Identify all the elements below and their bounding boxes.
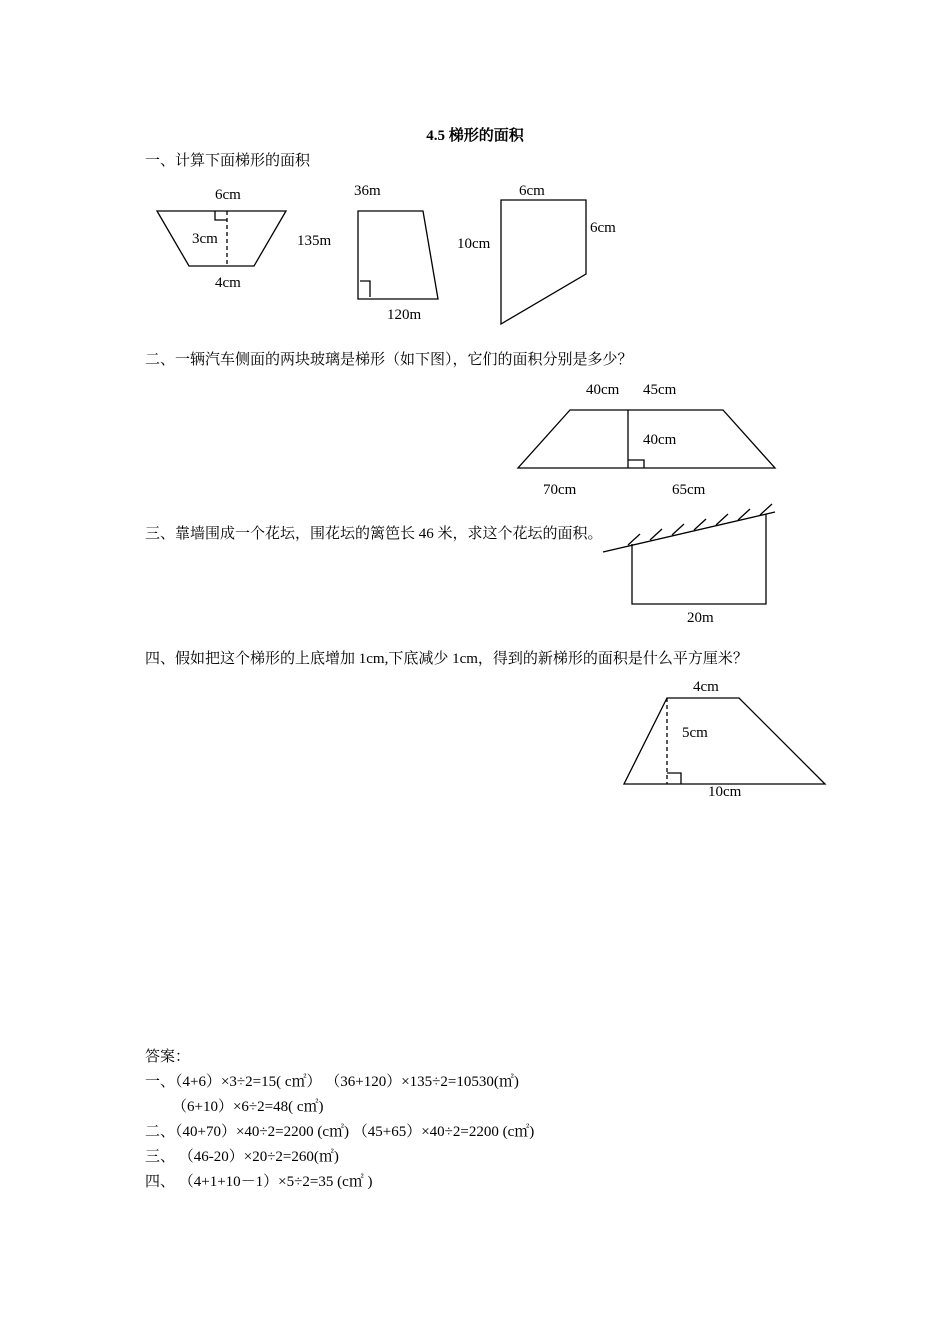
fig1c-top-label: 6cm [519,183,545,199]
trapezoid-1c-outline [501,200,586,324]
trapezoid-figure-1a [157,211,286,266]
flower-bed-figure-3 [603,504,775,604]
trapezoid-2-right-angle [628,460,644,468]
fig4-bottom-label: 10cm [708,784,742,800]
trapezoid-figure-1b [358,211,438,299]
fig1c-left-label: 10cm [457,236,491,252]
answer-1-line-1: 一、（4+6）×3÷2=15( c㎡） （36+120）×135÷2=10530(㎡) [145,1074,519,1090]
fig1b-bottom-label: 120m [387,307,422,323]
question-2-text: 二、一辆汽车侧面的两块玻璃是梯形（如下图），它们的面积分别是多少？ [145,352,633,368]
fig2-top-left-label: 40cm [586,382,620,398]
trapezoid-figure-1c [501,200,586,324]
flower-bed-fence [632,514,766,604]
trapezoid-4-outline [624,698,825,784]
trapezoid-figure-4 [624,698,825,784]
fig1c-right-label: 6cm [590,220,616,236]
fig2-height-label: 40cm [643,432,677,448]
fig3-bottom-label: 20m [687,610,714,626]
trapezoid-1a-outline [157,211,286,266]
trapezoid-4-right-angle [667,773,681,784]
fig1b-top-label: 36m [354,183,381,199]
fig1a-top-label: 6cm [215,187,241,203]
fig1a-height-label: 3cm [192,231,218,247]
fig1a-bottom-label: 4cm [215,275,241,291]
fig4-top-label: 4cm [693,679,719,695]
answer-4: 四、 （4+1+10－1）×5÷2=35 (c㎡ ) [145,1174,373,1190]
question-4-text: 四、假如把这个梯形的上底增加 1cm,下底减少 1cm，得到的新梯形的面积是什么平方厘米？ [145,651,748,667]
fig4-height-label: 5cm [682,725,708,741]
fig2-top-right-label: 45cm [643,382,677,398]
trapezoid-1b-right-angle [360,281,370,297]
question-1-text: 一、计算下面梯形的面积 [145,153,311,169]
fig2-bottom-right-label: 65cm [672,482,706,498]
trapezoid-1a-right-angle [215,211,227,220]
question-3-text: 三、靠墙围成一个花坛，围花坛的篱笆长 46 米，求这个花坛的面积。 [145,526,603,542]
wall-line [603,512,775,552]
fig1b-height-label: 135m [297,233,332,249]
answer-3: 三、 （46-20）×20÷2=260(㎡) [145,1149,339,1165]
fig2-bottom-left-label: 70cm [543,482,577,498]
answers-heading: 答案： [145,1049,191,1065]
page-title: 4.5 梯形的面积 [426,128,524,144]
answer-1-line-2: （6+10）×6÷2=48( c㎡) [172,1099,324,1115]
answer-2: 二、（40+70）×40÷2=2200 (c㎡) （45+65）×40÷2=2200 (c㎡) [145,1124,535,1140]
